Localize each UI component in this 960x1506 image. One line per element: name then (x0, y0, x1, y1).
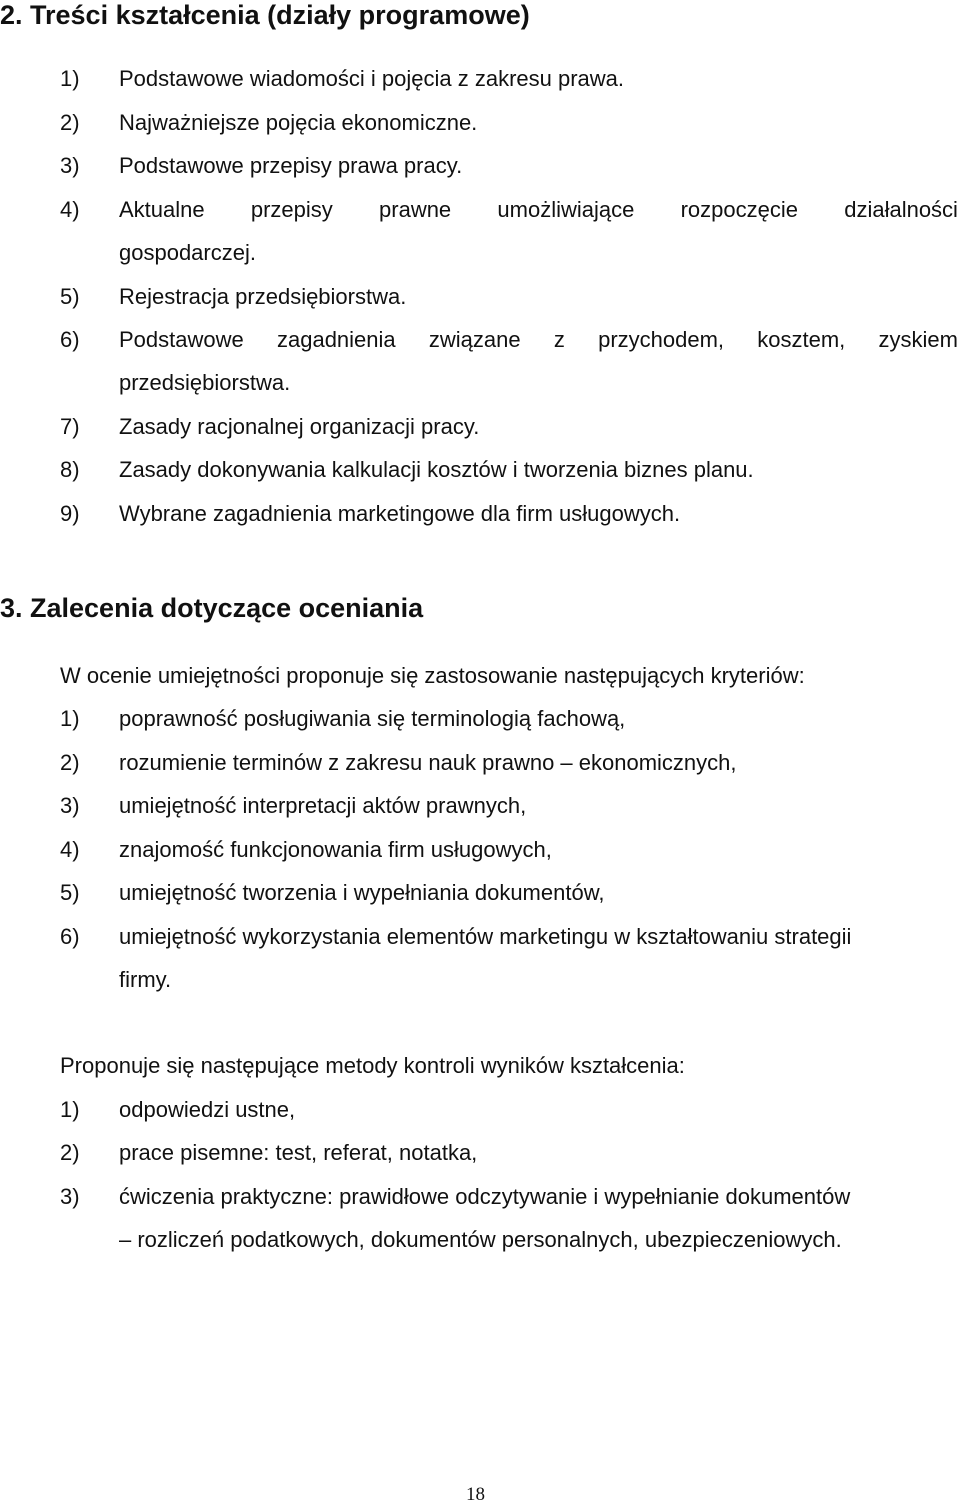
criteria-intro: W ocenie umiejętności proponuje się zastosowanie następujących kryteriów: (60, 663, 805, 688)
list-item-number: 8) (60, 457, 80, 482)
list-item-text: Podstawowe przepisy prawa pracy. (119, 153, 463, 178)
word: przepisy (250, 197, 333, 222)
word: zyskiem (878, 327, 958, 352)
methods-intro: Proponuje się następujące metody kontroli wyników kształcenia: (60, 1053, 685, 1078)
list-item-number: 3) (60, 1184, 80, 1209)
list-item-number: 4) (60, 837, 80, 862)
word: związane (428, 327, 521, 352)
list-item-text: Zasady dokonywania kalkulacji kosztów i tworzenia biznes planu. (119, 457, 754, 482)
section-3-heading: 3. Zalecenia dotyczące oceniania (0, 593, 424, 623)
list-item-number: 2) (60, 1140, 80, 1165)
word: umożliwiające (497, 197, 635, 222)
list-item-text-continuation: firmy. (119, 967, 172, 992)
list-item-number: 2) (60, 750, 80, 775)
word: kosztem, (757, 327, 846, 352)
word: zagadnienia (276, 327, 396, 352)
word: Podstawowe (119, 327, 244, 352)
list-item-text: umiejętność tworzenia i wypełniania dokumentów, (119, 880, 605, 905)
list-item-text: Podstawowe wiadomości i pojęcia z zakresu prawa. (119, 66, 625, 91)
list-item-text-continuation: gospodarczej. (119, 240, 256, 265)
list-item-number: 6) (60, 924, 80, 949)
list-item-text: rozumienie terminów z zakresu nauk prawno – ekonomicznych, (119, 750, 737, 775)
list-item-number: 6) (60, 327, 80, 352)
word: Aktualne (119, 197, 205, 222)
list-item-text: Rejestracja przedsiębiorstwa. (119, 284, 407, 309)
list-item-text: Zasady racjonalnej organizacji pracy. (119, 414, 480, 439)
list-item-text: poprawność posługiwania się terminologią fachową, (119, 706, 626, 731)
list-item-number: 3) (60, 793, 80, 818)
list-item-text: ćwiczenia praktyczne: prawidłowe odczytywanie i wypełnianie dokumentów (119, 1184, 851, 1209)
list-item-number: 5) (60, 284, 80, 309)
list-item-text: umiejętność interpretacji aktów prawnych, (119, 793, 527, 818)
list-item-text-continuation: – rozliczeń podatkowych, dokumentów personalnych, ubezpieczeniowych. (119, 1227, 842, 1252)
list-item-number: 3) (60, 153, 80, 178)
list-item-text: prace pisemne: test, referat, notatka, (119, 1140, 478, 1165)
list-item-text-continuation: przedsiębiorstwa. (119, 370, 291, 395)
word: rozpoczęcie (680, 197, 798, 222)
word: przychodem, (598, 327, 725, 352)
list-item-number: 2) (60, 110, 80, 135)
list-item-number: 7) (60, 414, 80, 439)
list-item-number: 9) (60, 501, 80, 526)
word: działalności (844, 197, 958, 222)
list-item-text-justified (119, 197, 958, 223)
word: prawne (379, 197, 452, 222)
list-item-number: 1) (60, 706, 80, 731)
list-item-text: Najważniejsze pojęcia ekonomiczne. (119, 110, 478, 135)
word: z (553, 327, 565, 352)
list-item-text: Wybrane zagadnienia marketingowe dla firm usługowych. (119, 501, 681, 526)
list-item-text: odpowiedzi ustne, (119, 1097, 296, 1122)
list-item-text-justified (119, 327, 958, 353)
list-item-number: 1) (60, 66, 80, 91)
section-2-heading: 2. Treści kształcenia (działy programowe) (0, 0, 530, 30)
list-item-text: znajomość funkcjonowania firm usługowych, (119, 837, 552, 862)
list-item-number: 1) (60, 1097, 80, 1122)
list-item-number: 5) (60, 880, 80, 905)
page-number: 18 (466, 1484, 485, 1505)
list-item-number: 4) (60, 197, 80, 222)
list-item-text: umiejętność wykorzystania elementów marketingu w kształtowaniu strategii (119, 924, 852, 949)
